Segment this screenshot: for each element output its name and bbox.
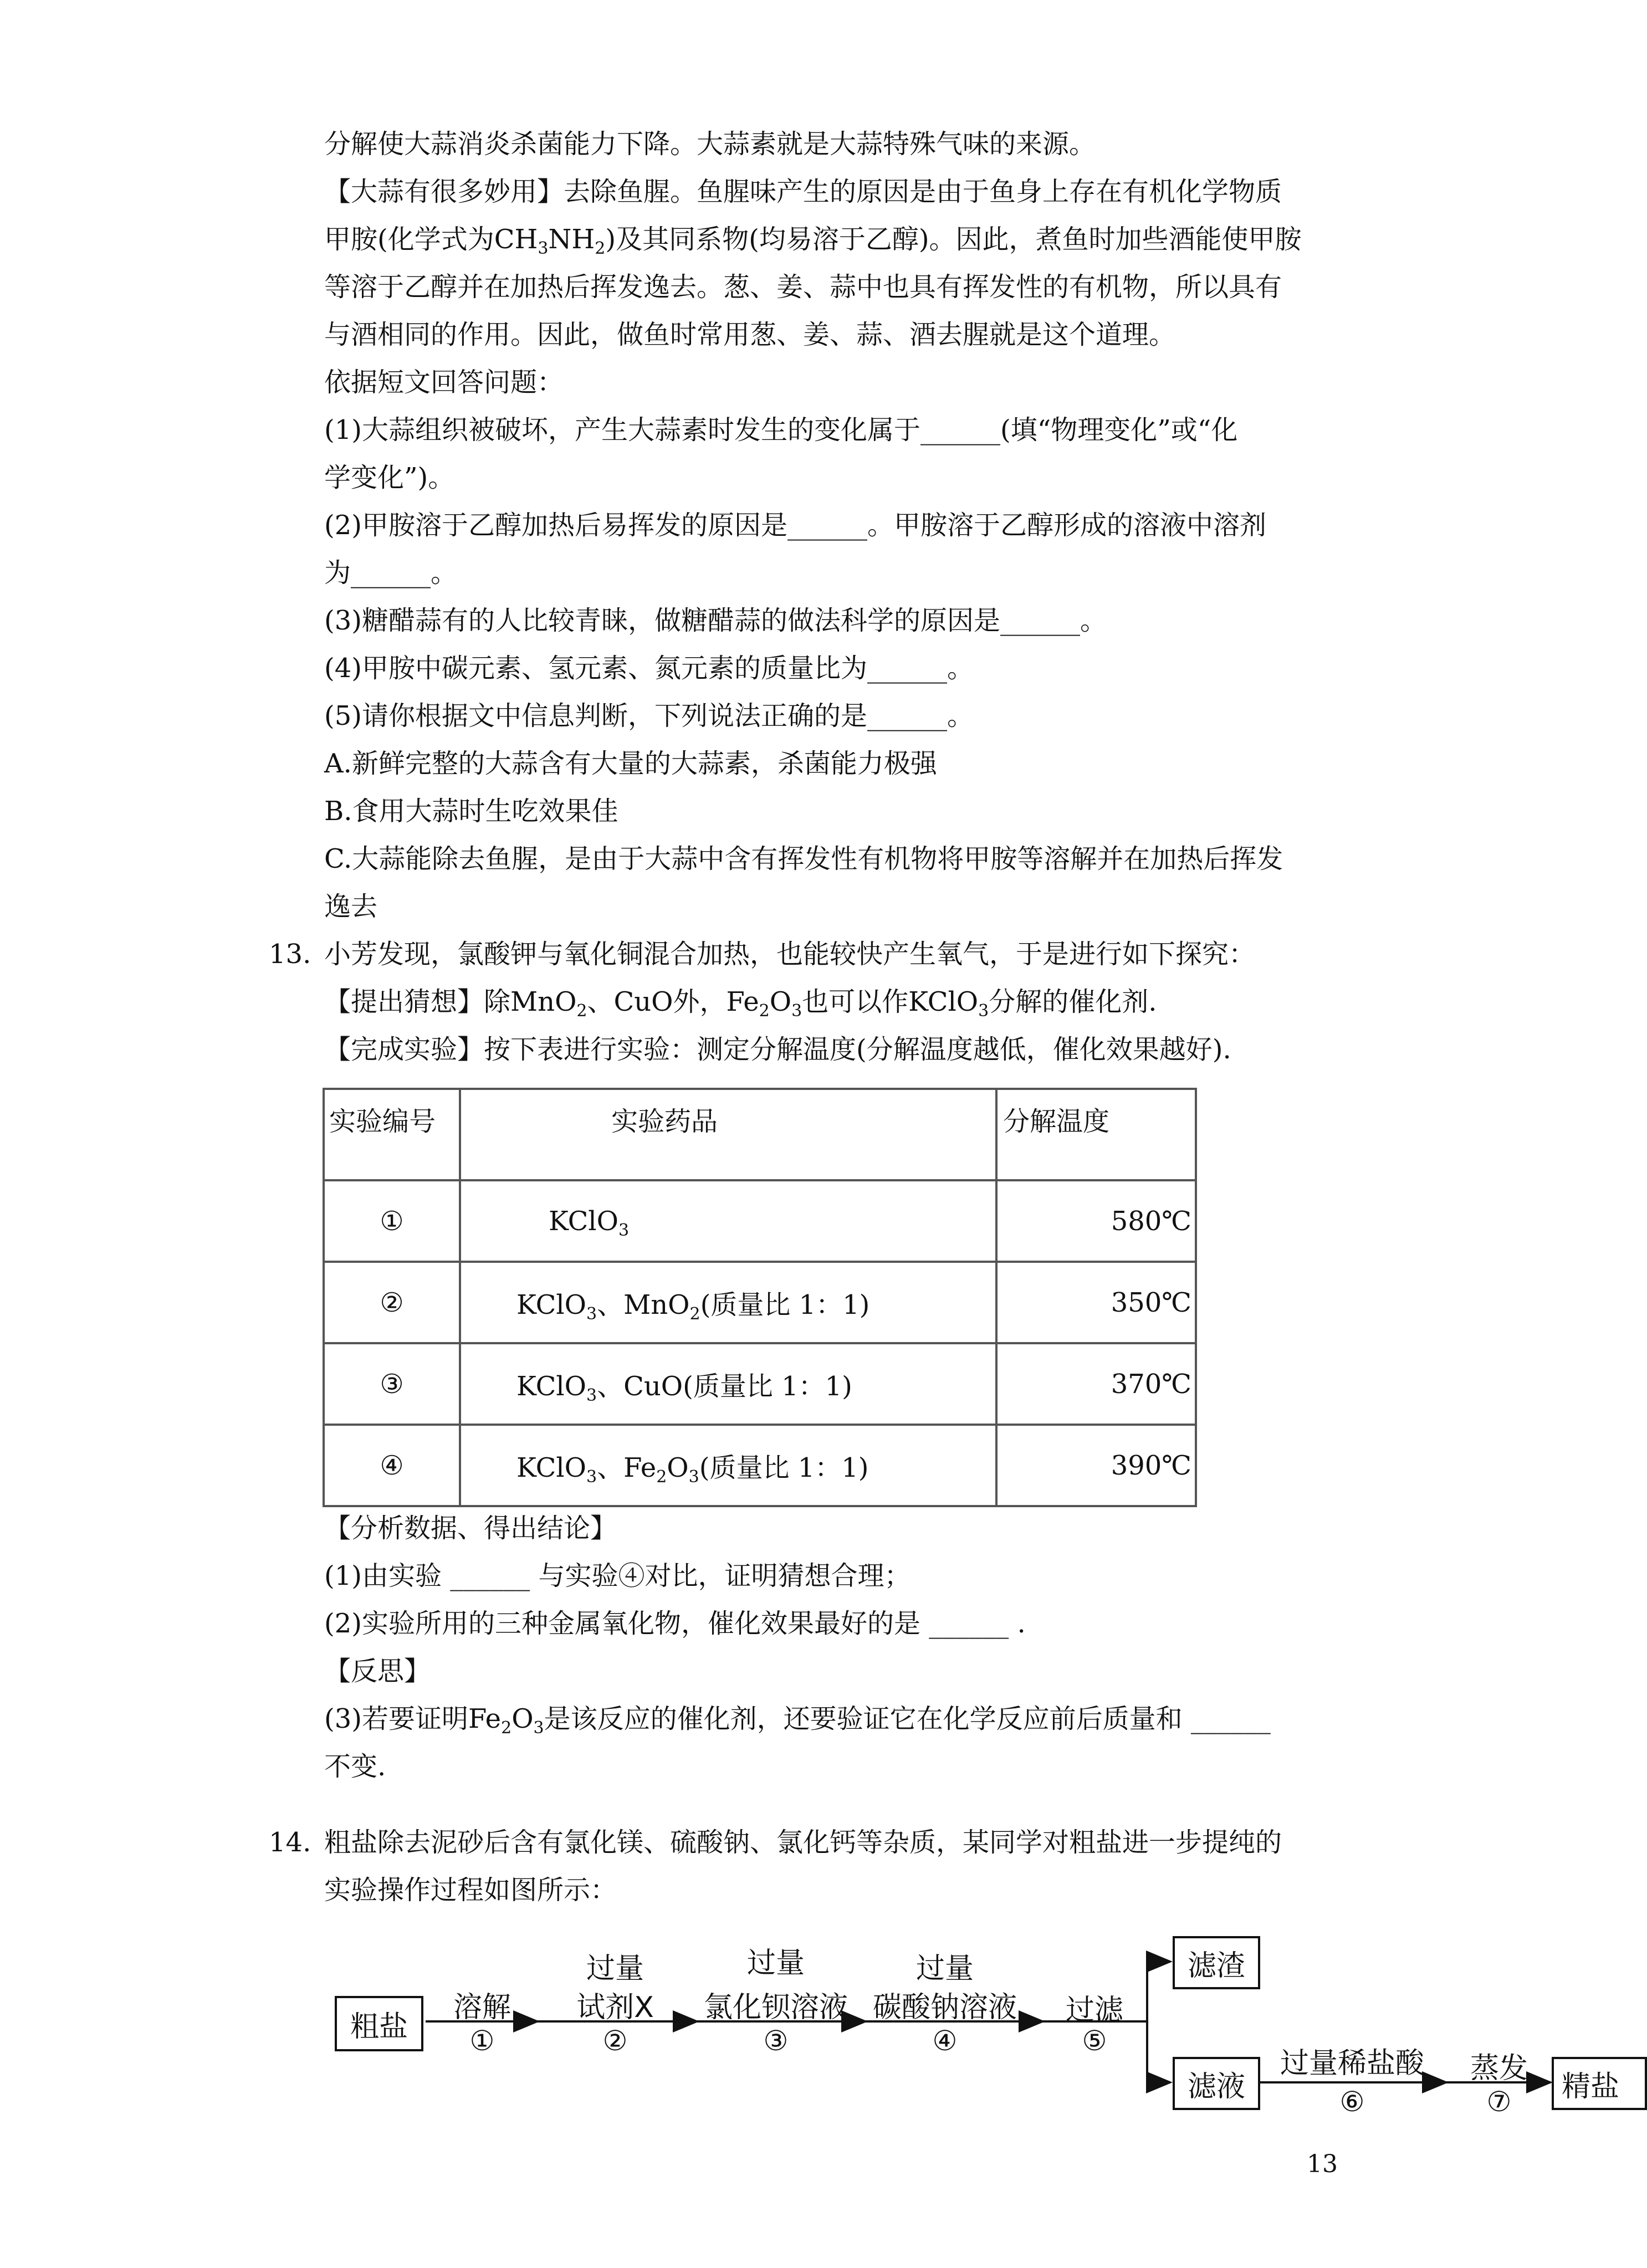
text-span: O (512, 1703, 534, 1734)
text-span: NH (548, 224, 595, 255)
text-span: (质量比 1：1) (700, 1289, 870, 1320)
subscript: 3 (791, 1001, 802, 1021)
step-2-label: 试剂X (576, 1991, 654, 2024)
option-b: B.食用大蒜时生吃效果佳 (324, 796, 618, 827)
subscript: 3 (586, 1386, 597, 1405)
text-span: O (769, 986, 792, 1017)
option-a: A.新鲜完整的大蒜含有大量的大蒜素，杀菌能力极强 (324, 748, 937, 779)
step-3-number: ③ (763, 2025, 789, 2057)
q13-subquestion-3-cont: 不变. (324, 1751, 386, 1782)
step-6-number: ⑥ (1339, 2086, 1365, 2118)
question-2: (2)甲胺溶于乙醇加热后易挥发的原因是______。甲胺溶于乙醇形成的溶液中溶剂 (324, 510, 1266, 541)
table-cell-temp: 350℃ (996, 1262, 1196, 1343)
passage-line: 依据短文回答问题： (324, 367, 564, 398)
text-span: 是该反应的催化剂，还要验证它在化学反应前后质量和 ______ (544, 1703, 1271, 1734)
q13-experiment: 【完成实验】按下表进行实验：测定分解温度(分解温度越低，催化效果越好). (324, 1034, 1231, 1065)
question-1: (1)大蒜组织被破坏，产生大蒜素时发生的变化属于______(填“物理变化”或“化 (324, 414, 1238, 446)
passage-line: 分解使大蒜消炎杀菌能力下降。大蒜素就是大蒜特殊气味的来源。 (324, 129, 1096, 160)
text-span: 分解的催化剂. (989, 986, 1157, 1017)
page-number: 13 (1307, 2150, 1338, 2178)
step-3-top: 过量 (746, 1947, 805, 1980)
text-span: (质量比 1：1) (699, 1452, 869, 1483)
subscript: 2 (689, 1304, 700, 1324)
option-c: C.大蒜能除去鱼腥，是由于大蒜中含有挥发性有机物将甲胺等溶解并在加热后挥发 (324, 843, 1283, 874)
option-c-cont: 逸去 (324, 891, 378, 922)
table-cell-temp: 580℃ (996, 1180, 1196, 1262)
text-span: )及其同系物(均易溶于乙醇)。因此，煮鱼时加些酒能使甲胺 (605, 224, 1302, 255)
text-span: 、Fe (597, 1452, 657, 1483)
question-5: (5)请你根据文中信息判断，下列说法正确的是______。 (324, 700, 974, 731)
subscript: 3 (586, 1304, 597, 1324)
subscript: 2 (656, 1467, 667, 1487)
subscript: 2 (759, 1001, 770, 1021)
step-2-number: ② (602, 2025, 628, 2057)
q13-subquestion-1: (1)由实验 ______ 与实验④对比，证明猜想合理； (324, 1560, 911, 1591)
text-span: 、CuO外，Fe (587, 986, 759, 1017)
q14-line: 粗盐除去泥砂后含有氯化镁、硫酸钠、氯化钙等杂质，某同学对粗盐进一步提纯的 (324, 1827, 1282, 1858)
text-span: O (667, 1452, 689, 1483)
text-span: (3)若要证明Fe (324, 1703, 502, 1734)
step-1-number: ① (469, 2025, 495, 2057)
step-5-number: ⑤ (1082, 2025, 1107, 2057)
step-6-label: 过量稀盐酸 (1280, 2046, 1424, 2080)
step-4-number: ④ (932, 2025, 958, 2057)
q14-line: 实验操作过程如图所示： (324, 1875, 617, 1906)
table-header: 实验药品 (460, 1089, 996, 1180)
step-7-label: 蒸发 (1470, 2052, 1528, 2085)
refined-salt-box: 精盐 (1552, 2057, 1647, 2110)
table-cell-id: ④ (324, 1425, 460, 1506)
subscript: 3 (538, 239, 549, 258)
text-span: 、MnO (597, 1289, 690, 1320)
table-header: 分解温度 (996, 1089, 1196, 1180)
question-1-cont: 学变化”)。 (324, 462, 455, 493)
step-7-number: ⑦ (1486, 2086, 1512, 2118)
q13-subquestion-2: (2)实验所用的三种金属氧化物，催化效果最好的是 ______ . (324, 1608, 1026, 1639)
passage-line: 与酒相同的作用。因此，做鱼时常用葱、姜、蒜、酒去腥就是这个道理。 (324, 319, 1176, 350)
table-cell-temp: 390℃ (996, 1425, 1196, 1506)
passage-line: 【大蒜有很多妙用】去除鱼腥。鱼腥味产生的原因是由于鱼身上存在有机化学物质 (324, 176, 1282, 207)
step-4-label: 碳酸钠溶液 (872, 1991, 1017, 2024)
q13-intro: 小芳发现，氯酸钾与氧化铜混合加热，也能较快产生氧气，于是进行如下探究： (324, 939, 1256, 970)
text-span: 、CuO(质量比 1：1) (597, 1371, 852, 1402)
table-cell-id: ③ (324, 1343, 460, 1425)
residue-box: 滤渣 (1173, 1936, 1260, 1989)
question-2-cont: 为______。 (324, 557, 458, 588)
question-3: (3)糖醋蒜有的人比较青睐，做糖醋蒜的做法科学的原因是______。 (324, 605, 1107, 636)
subscript: 2 (576, 1001, 587, 1021)
text-span: KClO (549, 1205, 618, 1237)
table-cell-id: ② (324, 1262, 460, 1343)
crude-salt-box: 粗盐 (335, 1996, 423, 2051)
subscript: 3 (688, 1467, 699, 1487)
step-1-label: 溶解 (453, 1991, 511, 2024)
text-span: KClO (516, 1289, 586, 1320)
text-span: 【提出猜想】除MnO (324, 986, 577, 1017)
step-5-label: 过滤 (1065, 1994, 1123, 2027)
table-cell-id: ① (324, 1180, 460, 1262)
q13-reflection-heading: 【反思】 (324, 1656, 431, 1687)
subscript: 3 (618, 1220, 630, 1240)
subscript: 2 (501, 1718, 512, 1738)
subscript: 3 (978, 1001, 989, 1021)
table-cell-temp: 370℃ (996, 1343, 1196, 1425)
table-header: 实验编号 (324, 1089, 460, 1180)
text-span: 甲胺(化学式为CH (324, 224, 538, 255)
question-number: 14. (269, 1827, 311, 1858)
step-3-label: 氯化钡溶液 (703, 1991, 848, 2024)
text-span: KClO (516, 1452, 586, 1483)
text-span: KClO (516, 1371, 586, 1402)
step-4-top: 过量 (915, 1952, 974, 1985)
subscript: 3 (586, 1467, 597, 1487)
subscript: 3 (533, 1718, 544, 1738)
subscript: 2 (595, 239, 606, 258)
q13-analysis-heading: 【分析数据、得出结论】 (324, 1513, 617, 1544)
step-2-top: 过量 (586, 1952, 644, 1985)
passage-line: 等溶于乙醇并在加热后挥发逸去。葱、姜、蒜中也具有挥发性的有机物，所以具有 (324, 272, 1282, 303)
text-span: 也可以作KClO (802, 986, 979, 1017)
question-number: 13. (269, 939, 311, 970)
filtrate-box: 滤液 (1173, 2057, 1260, 2110)
question-4: (4)甲胺中碳元素、氢元素、氮元素的质量比为______。 (324, 653, 974, 684)
